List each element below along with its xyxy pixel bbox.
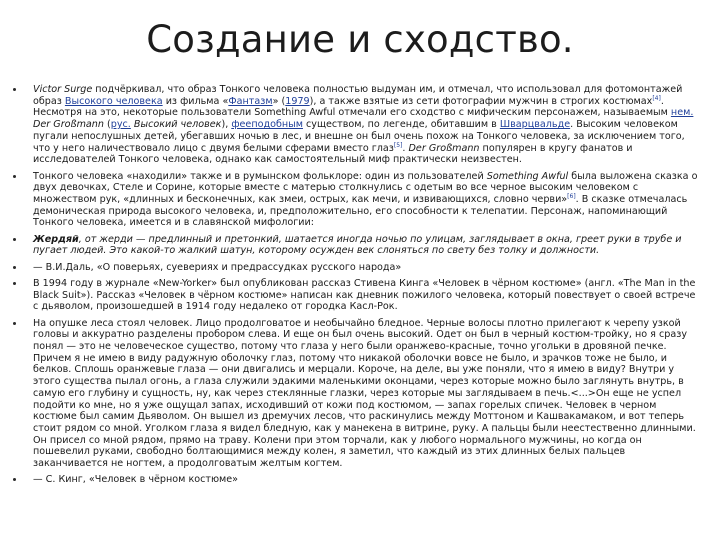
link-german[interactable]: нем. xyxy=(670,107,694,119)
bullet-icon xyxy=(13,266,16,269)
list-item-zherdyai-quote xyxy=(11,234,701,257)
bullet-icon xyxy=(13,322,16,325)
term-zherdyai: Жердяй xyxy=(33,233,79,245)
text: » ( xyxy=(272,95,286,107)
text: ( xyxy=(103,119,111,131)
link-1979[interactable]: 1979 xyxy=(285,95,310,107)
footnote-6[interactable]: [6] xyxy=(567,192,576,200)
quote-text: , от жерди — предлинный и претонкий, шатается иногда ночью по улицам, заглядывает в окна, греет руки в трубе и пугает людей. Это какой-то жалкий шатун, которому осужден век слоняться по свету без толку и должности. xyxy=(33,233,682,257)
list-item-dal-source xyxy=(11,262,701,274)
text: существом, по легенде, обитавшим в xyxy=(302,119,500,131)
bullet-icon xyxy=(13,478,16,481)
text: . xyxy=(402,142,409,154)
text: . Несмотря на это, некоторые пользователи Something Awful отмечали его сходство с мифическим персонажем, называемым xyxy=(33,95,671,119)
link-tall-man[interactable]: Высокого человека xyxy=(64,95,163,107)
text: ), xyxy=(221,119,232,131)
quote-source: — В.И.Даль, «О поверьях, суевериях и предрассудках русского народа» xyxy=(33,261,402,273)
bullet-icon xyxy=(13,88,16,91)
text: из фильма « xyxy=(162,95,229,107)
text: была выложена сказка о двух девочках, Стеле и Сорине, которые вместе с матерью столкнулись с одетым во все черное высоким человеком с множеством рук, «длинных и бесконечных, как змеи, острых, как мечи, и извивающихся, словно черви» xyxy=(33,170,698,205)
text: Тонкого человека «находили» также и в румынском фольклоре: один из пользователей xyxy=(33,170,487,182)
bullet-icon xyxy=(13,175,16,178)
list-item-creation xyxy=(11,84,701,166)
term-tall-human: Высокий человек xyxy=(133,119,222,131)
text: На опушке леса стоял человек. Лицо продолговатое и необычайно бледное. Черные волосы плотно прилегают к черепу узкой головы и аккуратно разделены пробором слева. И еще он был очень высокий. Одет он был в черный костюм-тройку, но я сразу понял — это не человеческое существо, потому что глаза у него были оранжево-красные, точно угольки в дровяной печке. Причем я не имею в виду радужную оболочку глаз, потому что никакой оболочки вовсе не было, и зрачков тоже не было, и белков. Сплошь оранжевые глаза — они двигались и мерцали. Короче, на деле, вы уже поняли, что я имею в виду? Внутри у этого существа пылал огонь, а глаза служили эдакими маленькими оконцами, через которые можно было заглянуть внутрь, в самую его глубину и сущность, ну, как через стеклянные глазки, через которые мы заглядываем в печь.<...>Он еще не успел подойти ко мне, но я уже ощущал запах, исходивший от кожи под костюмом, — запах горелых спичек. Человек в черном костюме был самим Дьяволом. Он вышел из дремучих лесов, что раскинулись между Моттоном и Кашвакамаком, и вот теперь стоит рядом со мной. Уголком глаза я видел бледную, как у манекена в витрине, руку. А пальцы были неестественно длинными. Он присел со мной рядом, прямо на траву. Колени при этом торчали, как у любого нормального мужчины, но когда он пошевелил руками, свободно болтающимися между колен, я заметил, что каждый из этих длинных белых пальцев заканчивается не ногтем, а продолговатым желтым когтем. xyxy=(33,317,696,470)
bullet-list xyxy=(11,84,701,491)
text: В 1994 году в журнале «New-Yorker» был опубликован рассказ Стивена Кинга «Человек в чёрном костюме» (англ. «The Man in the Black Suit»). Рассказ «Человек в чёрном костюме» написан как дневник пожилого человека, который повествует о своей встрече с дьяволом, произошедшей в 1914 году недалеко от городка Касл-Рок. xyxy=(33,277,696,313)
bullet-icon xyxy=(13,282,16,285)
footnote-4[interactable]: [4] xyxy=(652,94,661,102)
list-item-king-story xyxy=(11,278,701,313)
link-phantasm[interactable]: Фантазм xyxy=(228,95,273,107)
text: ), а также взятые из сети фотографии мужчин в строгих костюмах xyxy=(309,95,653,107)
footnote-5[interactable]: [5] xyxy=(393,141,403,149)
slide-title: Создание и сходство. xyxy=(146,18,574,61)
quote-source: — С. Кинг, «Человек в чёрном костюме» xyxy=(33,474,239,486)
link-black-forest[interactable]: Шварцвальде xyxy=(499,119,571,131)
list-item-king-excerpt xyxy=(11,318,701,470)
bullet-icon xyxy=(13,238,16,241)
list-item-king-source xyxy=(11,474,701,486)
link-russian[interactable]: рус. xyxy=(110,119,131,131)
text: . В сказке отмечалась демоническая природа высокого человека, и, предположительно, его способности к телепатии. Персонаж, напоминающий Тонкого человека, имеется и в славянской мифологии: xyxy=(33,193,688,229)
term-grossmann: Der Großmann xyxy=(408,142,480,154)
link-fairy-like[interactable]: фееподобным xyxy=(231,119,303,131)
forum-name: Something Awful xyxy=(486,170,569,182)
list-item-romanian-folklore xyxy=(11,171,701,230)
author-name: Victor Surge xyxy=(33,84,93,95)
text: подчёркивал, что образ Тонкого человека полностью выдуман им, и отмечал, что использовал для фотомонтажей образ xyxy=(33,84,683,107)
term-grossmann: Der Großmann xyxy=(33,119,104,131)
text: . Высоким человеком пугали непослушных детей, убегавших ночью в лес, и внешне он был очень похож на Тонкого человека, за исключением того, что у него наличествовало лицо с двумя белыми сферами вместо глаз xyxy=(33,119,685,154)
text: популярен в кругу фанатов и исследователей Тонкого человека, однако как самостоятельный миф практически неизвестен. xyxy=(33,142,633,166)
